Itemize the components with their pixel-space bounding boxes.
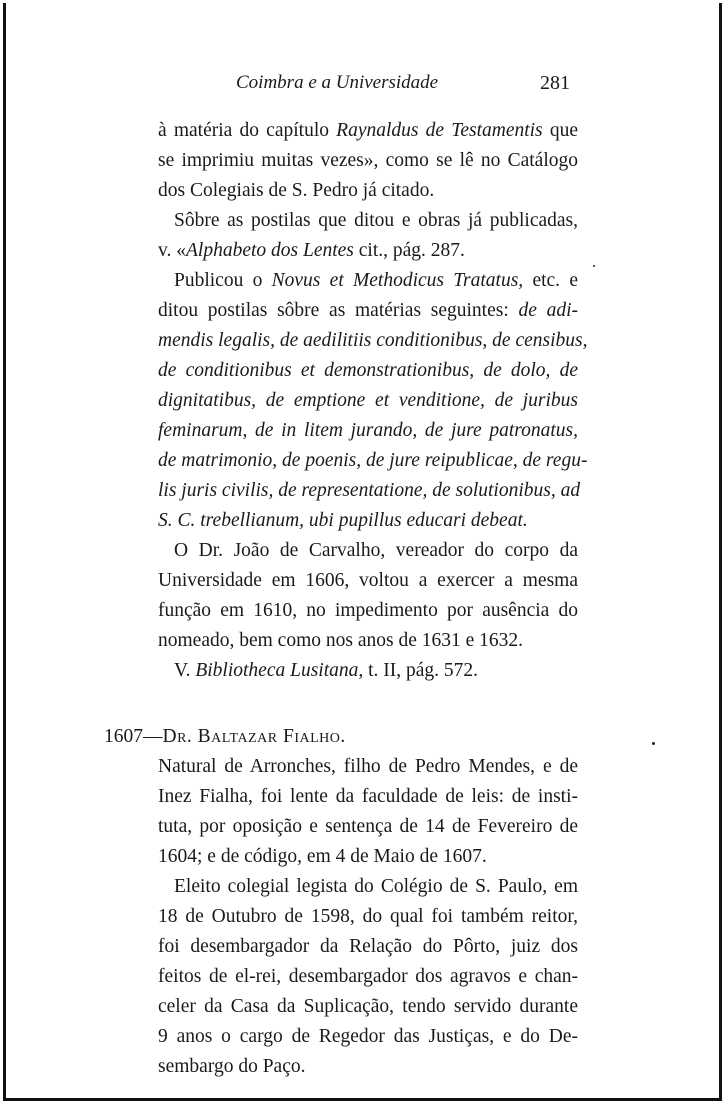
text-line: feitos de el-rei, desembargador dos agravos e chan- [158,966,578,987]
text-segment: V. [174,660,196,681]
text-segment: à matéria do capítulo [158,120,337,141]
text-line: Sôbre as postilas que ditou e obras já publicadas, [174,210,578,231]
text-line: O Dr. João de Carvalho, vereador do corpo da [174,540,578,561]
ink-speck [593,265,595,267]
text-line: Universidade em 1606, voltou a exercer a mesma [158,570,578,591]
text-line: dos Colegiais de S. Pedro já citado. [158,180,435,201]
text-line [158,296,578,326]
text-segment: etc. e [523,270,578,291]
text-line [174,656,578,686]
italic-text: mendis legalis, de aedilitiis conditionibus, de censibus, [158,330,588,351]
italic-text: dignitatibus, de emptione et venditione, de juribus [158,390,578,411]
entry-name: Dr. Baltazar Fialho. [162,726,346,747]
text-segment: v. « [158,240,186,261]
text-line: celer da Casa da Suplicação, tendo servido durante [158,996,578,1017]
text-line: função em 1610, no impedimento por ausência do [158,600,578,621]
italic-title: Raynaldus de Testamentis [336,120,543,141]
text-segment: Publicou o [174,270,272,291]
italic-text: de conditionibus et demonstrationibus, de dolo, de [158,360,578,381]
italic-text: lis juris civilis, de representatione, de solutionibus, ad [158,480,581,501]
ink-speck [652,742,655,745]
text-line [158,446,588,476]
text-line: Natural de Arronches, filho de Pedro Mendes, e de [158,756,578,777]
text-line: tuta, por oposição e sentença de 14 de Fevereiro de [158,816,578,837]
italic-title: Bibliotheca Lusitana, [195,660,364,681]
italic-text: de adi- [518,300,578,321]
italic-title: Novus et Methodicus Tratatus, [271,270,524,291]
text-segment: cit., pág. 287. [353,240,465,261]
italic-text: feminarum, de in litem jurando, de jure patronatus, [158,420,578,441]
text-line: 9 anos o cargo de Regedor das Justiças, e do De- [158,1026,578,1047]
text-line [158,236,578,266]
text-line: se imprimiu muitas vezes», como se lê no Catálogo [158,150,578,171]
italic-text: S. C. trebellianum, ubi pupillus educari debeat. [158,510,528,531]
entry-year: 1607— [104,726,163,747]
text-line [158,416,578,446]
page-number: 281 [540,72,570,94]
italic-text: de matrimonio, de poenis, de jure reipublicae, de regu- [158,450,588,471]
entry-heading [104,722,346,752]
text-line: Eleito colegial legista do Colégio de S. Paulo, em [174,876,578,897]
text-segment: t. II, pág. 572. [363,660,479,681]
page-header [158,72,578,102]
text-line: foi desembargador da Relação do Pôrto, juiz dos [158,936,578,957]
italic-title: Alphabeto dos Lentes [185,240,354,261]
text-line [158,476,581,506]
text-line [174,266,578,296]
running-title: Coimbra e a Universidade [236,72,439,93]
text-line [158,326,588,356]
text-line: 18 de Outubro de 1598, do qual foi também reitor, [158,906,578,927]
text-line [158,386,578,416]
text-line: sembargo do Paço. [158,1056,306,1077]
text-line: nomeado, bem como nos anos de 1631 e 1632. [158,630,524,651]
text-line: 1604; e de código, em 4 de Maio de 1607. [158,846,487,867]
text-line [158,116,578,146]
text-line [158,506,578,536]
text-segment: ditou postilas sôbre as matérias seguintes: [158,300,519,321]
text-segment: que [542,120,578,141]
text-line [158,356,578,386]
text-line: Inez Fialha, foi lente da faculdade de leis: de insti- [158,786,578,807]
